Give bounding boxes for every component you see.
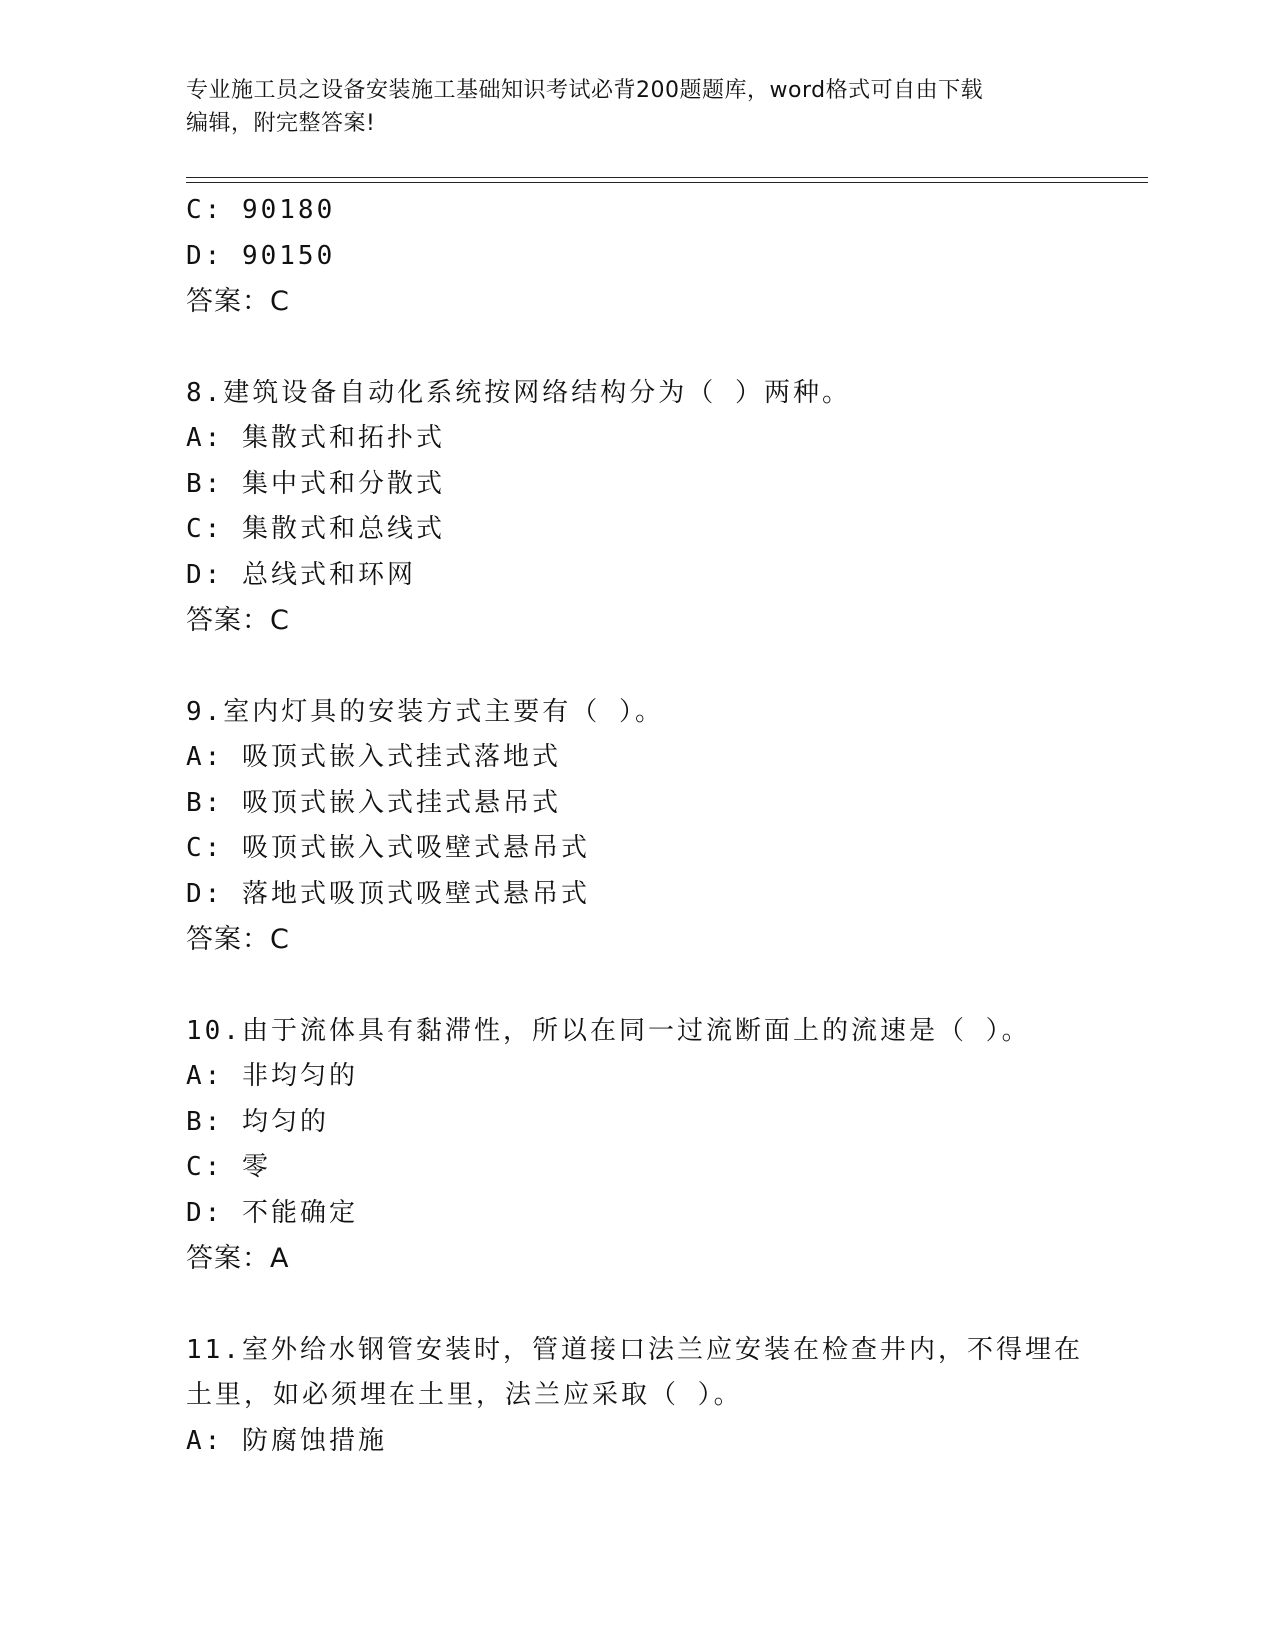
answer: 答案：C — [186, 605, 290, 636]
question-7-tail — [186, 188, 1086, 325]
spacer — [186, 963, 1086, 1009]
option-a: A: 非均匀的 — [186, 1061, 358, 1091]
option-d: D: 总线式和环网 — [186, 559, 416, 590]
question-stem-line-2: 土里，如必须埋在土里，法兰应采取（ ）。 — [186, 1380, 743, 1410]
option-d: D: 不能确定 — [186, 1197, 358, 1228]
question-stem: 10.由于流体具有黏滞性，所以在同一过流断面上的流速是（ ）。 — [186, 1015, 1031, 1046]
option-b: B: 吸顶式嵌入式挂式悬吊式 — [186, 787, 561, 818]
question-list — [186, 188, 1086, 1464]
header-title-line-2: 编辑，附完整答案! — [186, 111, 376, 136]
question-stem: 8.建筑设备自动化系统按网络结构分为（ ）两种。 — [186, 377, 851, 408]
option-c: C: 90180 — [186, 195, 336, 225]
question-8 — [186, 371, 1086, 644]
option-a: A: 吸顶式嵌入式挂式落地式 — [186, 742, 561, 772]
option-b: B: 均匀的 — [186, 1106, 329, 1137]
option-a: A: 集散式和拓扑式 — [186, 423, 445, 453]
header-divider-bottom — [186, 182, 1148, 183]
answer: 答案：C — [186, 286, 290, 317]
answer: 答案：C — [186, 924, 290, 955]
option-c: C: 吸顶式嵌入式吸壁式悬吊式 — [186, 833, 590, 863]
spacer — [186, 1282, 1086, 1328]
header-divider-top — [186, 177, 1148, 178]
option-c: C: 零 — [186, 1152, 271, 1182]
option-d: D: 90150 — [186, 240, 336, 271]
spacer — [186, 644, 1086, 690]
question-stem: 9.室内灯具的安装方式主要有（ ）。 — [186, 696, 664, 727]
option-d: D: 落地式吸顶式吸壁式悬吊式 — [186, 878, 590, 909]
page-header — [186, 74, 1066, 140]
option-b: B: 集中式和分散式 — [186, 468, 445, 499]
question-stem-line-1: 11.室外给水钢管安装时，管道接口法兰应安装在检查井内，不得埋在 — [186, 1334, 1083, 1365]
option-c: C: 集散式和总线式 — [186, 514, 445, 544]
question-11 — [186, 1328, 1086, 1465]
question-10 — [186, 1009, 1086, 1282]
option-a: A: 防腐蚀措施 — [186, 1425, 387, 1456]
spacer — [186, 325, 1086, 371]
answer: 答案：A — [186, 1243, 290, 1274]
question-9 — [186, 690, 1086, 963]
header-title-line-1: 专业施工员之设备安装施工基础知识考试必背200题题库，word格式可自由下载 — [186, 78, 984, 103]
